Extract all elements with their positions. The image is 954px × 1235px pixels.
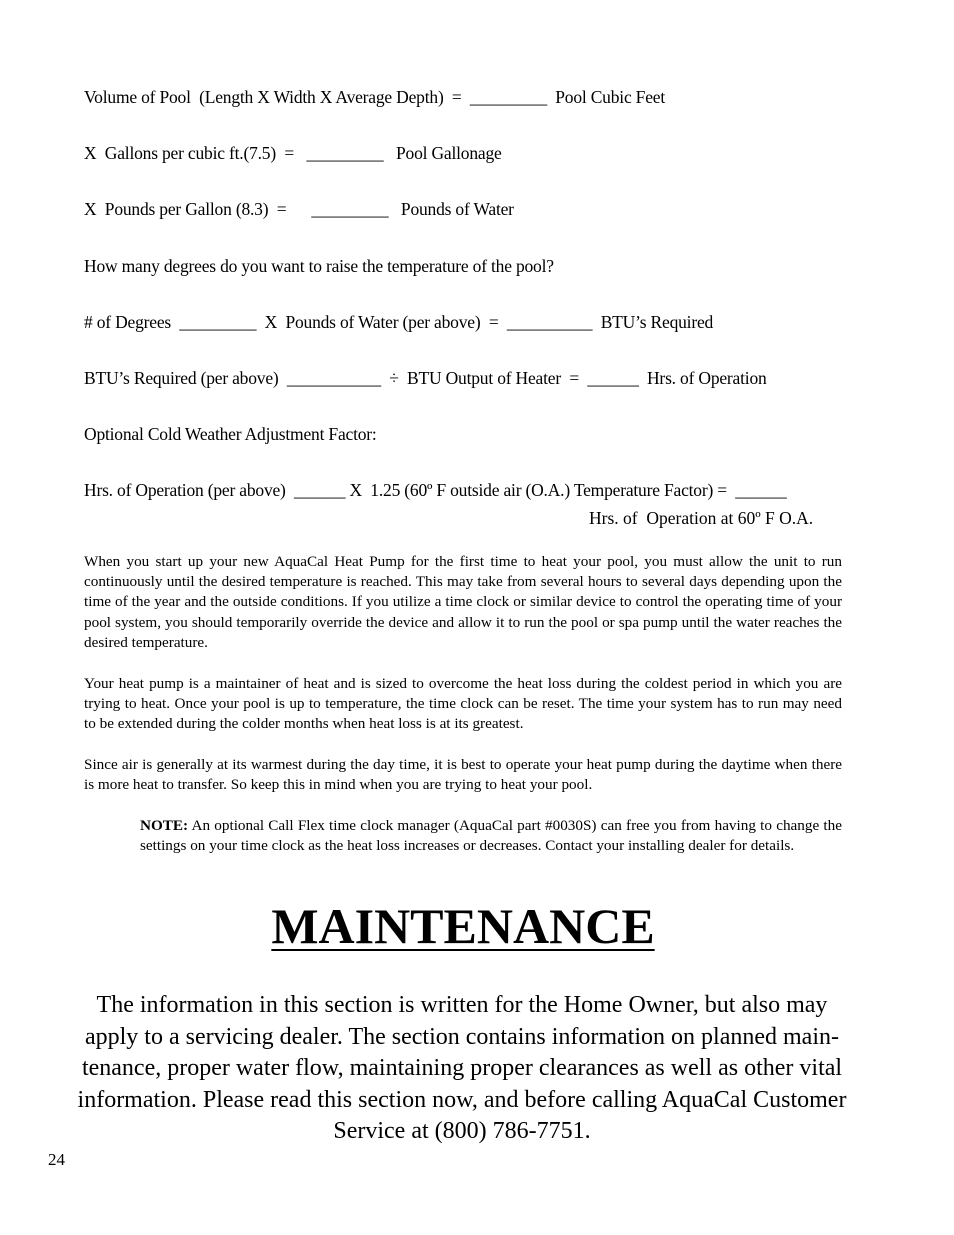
startup-paragraph: When you start up your new AquaCal Heat Pump for the first time to heat your pool, you must allow the unit to run continuously until the desired temperature is reached. This may take from several hours to several days depending upon the time of the year and the outside conditions. If you utilize a time clock or similar device to control the operating time of your pool system, you should temporarily override the device and allow it to run the pool or spa pump until the water reaches the desired temperature. <box>84 553 842 651</box>
page-number: 24 <box>48 1150 65 1169</box>
section-heading: MAINTENANCE <box>271 898 655 954</box>
note-paragraph <box>140 816 842 856</box>
calc-gallons-line: X Gallons per cubic ft.(7.5) = _________ Pool Gallonage <box>84 143 502 163</box>
calc-volume-line: Volume of Pool (Length X Width X Average Depth) = _________ Pool Cubic Feet <box>84 87 666 107</box>
calc-pounds-line: X Pounds per Gallon (8.3) = _________ Pounds of Water <box>84 199 514 219</box>
calc-cold-weather-line: Hrs. of Operation (per above) ______ X 1.25 (60º F outside air (O.A.) Temperature Factor) = ______ <box>84 480 787 500</box>
calc-hours-line: BTU’s Required (per above) ___________ ÷ BTU Output of Heater = ______ Hrs. of Operation <box>84 368 767 388</box>
section-intro: The information in this section is written for the Home Owner, but also may apply to a servicing dealer. The section contains information on planned main-tenance, proper water flow, maintaining proper clearances as well as other vital information. Please read this section now, and before calling AquaCal Customer Service at (800) 786-7751. <box>77 992 847 1144</box>
daytime-paragraph: Since air is generally at its warmest during the day time, it is best to operate your heat pump during the daytime when there is more heat to transfer. So keep this in mind when you are trying to heat your pool. <box>84 756 842 794</box>
note-text: An optional Call Flex time clock manager (AquaCal part #0030S) can free you from having to change the settings on your time clock as the heat loss increases or decreases. Contact your installing dealer for details. <box>140 817 842 855</box>
calc-cold-weather-heading: Optional Cold Weather Adjustment Factor: <box>84 424 377 444</box>
calc-degrees-question: How many degrees do you want to raise the temperature of the pool? <box>84 256 554 276</box>
calc-btu-line: # of Degrees _________ X Pounds of Water (per above) = __________ BTU’s Required <box>84 312 714 332</box>
calc-cold-weather-result-label: Hrs. of Operation at 60º F O.A. <box>589 508 814 528</box>
note-label: NOTE: <box>140 817 189 834</box>
maintainer-paragraph: Your heat pump is a maintainer of heat and is sized to overcome the heat loss during the coldest period in which you are trying to heat. Once your pool is up to temperature, the time clock can be reset. The time your system has to run may need to be extended during the colder months when heat loss is at its greatest. <box>84 675 842 733</box>
